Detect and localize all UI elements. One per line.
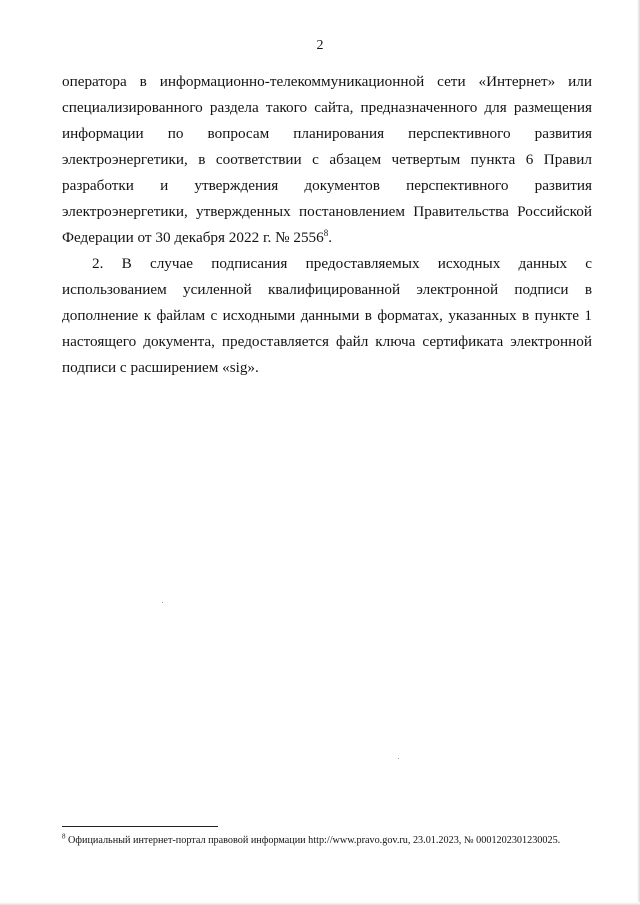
text-line: разработки и утверждения документов перспективного развития (62, 177, 592, 194)
footnote-text: Официальный интернет-портал правовой информации http://www.pravo.gov.ru, 23.01.2023, № 0001202301230025. (68, 835, 561, 846)
footnote-marker: 8 (62, 832, 66, 841)
footnote-reference: 8 (323, 227, 329, 238)
footnote (62, 834, 602, 848)
paragraph-2-first-line: 2. В случае подписания предоставляемых исходных данных с (92, 255, 592, 272)
page-number: 2 (316, 38, 324, 53)
text-line: электроэнергетики, в соответствии с абзацем четвертым пункта 6 Правил (62, 151, 592, 168)
text-line-last (62, 228, 592, 248)
scan-speck (162, 602, 163, 603)
text-line-last: подписи с расширением «sig». (62, 359, 259, 376)
scan-speck (398, 758, 399, 759)
text-span: . (328, 229, 333, 246)
text-span: Федерации от 30 декабря 2022 г. № 2556 (62, 229, 324, 246)
text-line: информации по вопросам планирования перспективного развития (62, 125, 592, 142)
text-line: оператора в информационно-телекоммуникационной сети «Интернет» или (62, 73, 592, 90)
text-line: электроэнергетики, утвержденных постановлением Правительства Российской (62, 203, 592, 220)
text-line: использованием усиленной квалифицированной электронной подписи в (62, 281, 592, 298)
text-line: настоящего документа, предоставляется файл ключа сертификата электронной (62, 333, 592, 350)
text-line: специализированного раздела такого сайта, предназначенного для размещения (62, 99, 592, 116)
text-line: дополнение к файлам с исходными данными в форматах, указанных в пункте 1 (62, 307, 592, 324)
footnote-separator (62, 826, 218, 827)
